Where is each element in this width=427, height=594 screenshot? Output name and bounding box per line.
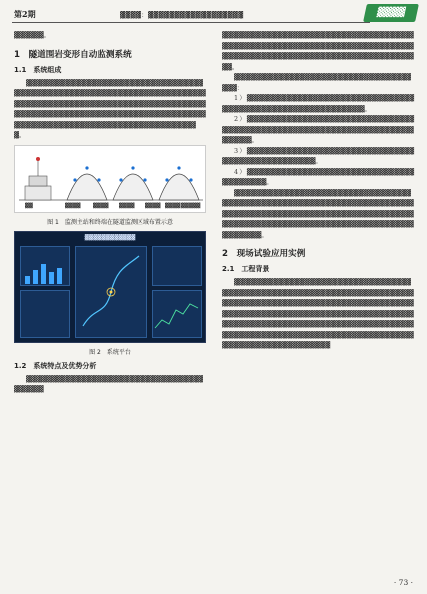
list-item-1: 1）▓▓▓▓▓▓▓▓▓▓▓▓▓▓▓▓▓▓▓▓▓▓▓▓▓▓▓▓▓▓▓▓▓▓▓▓▓▓▓▓▓▓▓▓▓▓▓▓▓▓▓▓▓▓▓▓▓▓▓▓▓▓▓。 [222,94,414,113]
platform-panel [152,246,202,286]
sensor-point [131,166,134,169]
chart-bar [33,270,38,284]
sensor-point [119,178,122,181]
left-column [14,30,206,395]
fig1-label: ▓▓▓▓ [65,202,81,209]
platform-line-chart [152,290,202,338]
page-number: · 73 · [393,578,413,587]
chart-bar [41,264,46,284]
platform-title: ▓▓▓▓▓▓▓▓▓▓▓▓ [84,234,136,241]
right-column [222,30,414,351]
paragraph-a: ▓▓▓▓▓▓▓▓▓▓▓▓▓▓▓▓▓▓▓▓▓▓▓▓▓▓▓▓▓▓▓▓▓▓▓▓▓▓▓▓▓▓▓▓▓▓▓▓▓▓▓▓▓▓▓▓▓▓▓▓▓▓▓▓▓▓▓▓▓▓▓▓▓▓▓▓▓▓▓▓▓▓▓▓▓▓▓▓▓▓▓▓▓▓▓▓▓▓▓▓▓▓▓▓▓▓▓▓▓▓▓▓▓▓▓▓▓▓▓。 [222,31,414,71]
fig1-label: ▓▓▓▓ [165,202,181,209]
tunnel-section-1 [67,174,107,200]
chart-bar [25,276,30,284]
section-1-1-heading: 1.1 系统组成 [14,65,62,74]
sensor-point [189,178,192,181]
journal-logo: ▓▓▓▓ [363,4,419,22]
list-item-3: 3）▓▓▓▓▓▓▓▓▓▓▓▓▓▓▓▓▓▓▓▓▓▓▓▓▓▓▓▓▓▓▓▓▓▓▓▓▓▓▓▓▓▓▓▓▓▓▓▓▓▓▓▓▓。 [222,146,414,165]
section-1-2-heading: 1.2 系统特点及优势分析 [14,361,97,370]
fig1-label: ▓▓ [25,202,33,209]
fig1-label: ▓▓▓▓ [93,202,109,209]
figure-1-caption: 图 1 监测主站和终端在隧道监测区域布置示意 [47,218,173,226]
intro-tail-text: ▓▓▓▓▓▓。 [14,31,50,39]
sensor-point [177,166,180,169]
fig1-label: ▓▓▓▓ [145,202,161,209]
chart-bar [49,272,54,284]
issue-number: 第2期 [14,9,36,19]
fig1-label: ▓▓▓▓ [119,202,135,209]
section-1-2-paragraph: ▓▓▓▓▓▓▓▓▓▓▓▓▓▓▓▓▓▓▓▓▓▓▓▓▓▓▓▓▓▓▓▓▓▓▓▓▓▓▓▓▓▓ [14,374,203,393]
chart-bar [57,268,62,284]
section-2-heading: 2 现场试验应用实例 [222,249,306,259]
figure-2-caption: 图 2 系统平台 [89,348,131,356]
sensor-point [97,178,100,181]
platform-panel [20,290,70,338]
running-title: ▓▓▓▓：▓▓▓▓▓▓▓▓▓▓▓▓▓▓▓▓▓▓ [120,11,244,19]
section-2-1-paragraph: ▓▓▓▓▓▓▓▓▓▓▓▓▓▓▓▓▓▓▓▓▓▓▓▓▓▓▓▓▓▓▓▓▓▓▓▓▓▓▓▓▓▓▓▓▓▓▓▓▓▓▓▓▓▓▓▓▓▓▓▓▓▓▓▓▓▓▓▓▓▓▓▓▓▓▓▓▓▓▓▓▓▓▓▓▓▓▓▓▓▓▓▓▓▓▓▓▓▓▓▓▓▓▓▓▓▓▓▓▓▓▓▓▓▓▓▓▓▓▓▓▓▓▓▓▓▓▓▓▓▓▓▓▓▓▓▓▓▓▓▓▓▓▓▓▓▓▓▓▓▓▓▓▓▓▓▓▓▓▓▓▓▓▓▓▓▓▓▓▓▓▓▓▓▓▓▓▓▓▓▓▓▓▓▓▓▓▓▓▓▓▓▓▓▓▓▓▓▓▓▓▓▓▓▓▓▓▓▓▓▓▓▓▓▓▓▓▓▓▓▓▓▓▓▓▓▓▓▓▓▓▓▓▓▓▓▓▓▓▓▓▓▓▓▓▓▓▓▓▓▓▓▓▓ [222,278,414,349]
tunnel-section-2 [113,174,153,200]
sensor-point [165,178,168,181]
header-rule [12,22,370,23]
section-2-1-heading: 2.1 工程背景 [222,265,270,273]
list-item-4: 4）▓▓▓▓▓▓▓▓▓▓▓▓▓▓▓▓▓▓▓▓▓▓▓▓▓▓▓▓▓▓▓▓▓▓▓▓▓▓▓▓▓▓▓。 [222,167,414,186]
platform-map-svg [75,246,147,338]
fig1-label: ▓▓▓▓▓ [181,202,201,209]
figure-2-system-platform [14,231,206,343]
section-1-heading: 1 隧道围岩变形自动监测系统 [14,49,132,60]
sensor-point [143,178,146,181]
main-station-box [25,186,51,200]
paragraph-c: ▓▓▓▓▓▓▓▓▓▓▓▓▓▓▓▓▓▓▓▓▓▓▓▓▓▓▓▓▓▓▓▓▓▓▓▓▓▓▓▓▓▓▓▓▓▓▓▓▓▓▓▓▓▓▓▓▓▓▓▓▓▓▓▓▓▓▓▓▓▓▓▓▓▓▓▓▓▓▓▓▓▓▓▓▓▓▓▓▓▓▓▓▓▓▓▓▓▓▓▓▓▓▓▓▓▓▓▓▓▓▓▓▓▓▓▓▓▓▓▓▓▓▓▓▓▓▓▓▓▓▓▓▓▓▓▓▓▓▓▓▓▓▓▓▓▓▓▓▓▓▓▓▓▓▓▓▓▓▓▓▓。 [222,188,414,239]
sensor-point [73,178,76,181]
paragraph-b: ▓▓▓▓▓▓▓▓▓▓▓▓▓▓▓▓▓▓▓▓▓▓▓▓▓▓▓▓▓▓▓▓▓▓▓▓▓▓▓： [222,73,411,92]
section-1-1-paragraph: ▓▓▓▓▓▓▓▓▓▓▓▓▓▓▓▓▓▓▓▓▓▓▓▓▓▓▓▓▓▓▓▓▓▓▓▓▓▓▓▓▓▓▓▓▓▓▓▓▓▓▓▓▓▓▓▓▓▓▓▓▓▓▓▓▓▓▓▓▓▓▓▓▓▓▓▓▓▓▓▓▓▓▓▓▓▓▓▓▓▓▓▓▓▓▓▓▓▓▓▓▓▓▓▓▓▓▓▓▓▓▓▓▓▓▓▓▓▓▓▓▓▓▓▓▓▓▓▓▓▓▓▓▓▓▓▓▓▓▓▓▓▓▓▓▓▓▓▓▓▓▓▓▓▓▓▓▓▓▓▓▓▓▓▓▓▓▓▓▓▓▓▓▓▓▓▓▓▓▓▓▓▓▓▓▓▓▓▓▓▓▓。 [14,78,206,139]
figure-1-layout-diagram [14,145,206,213]
list-item-2: 2）▓▓▓▓▓▓▓▓▓▓▓▓▓▓▓▓▓▓▓▓▓▓▓▓▓▓▓▓▓▓▓▓▓▓▓▓▓▓▓▓▓▓▓▓▓▓▓▓▓▓▓▓▓▓▓▓▓▓▓▓▓▓▓▓▓▓▓▓▓▓▓▓▓▓▓▓▓▓▓。 [222,115,414,144]
sensor-point [85,166,88,169]
tunnel-section-3 [159,174,199,200]
